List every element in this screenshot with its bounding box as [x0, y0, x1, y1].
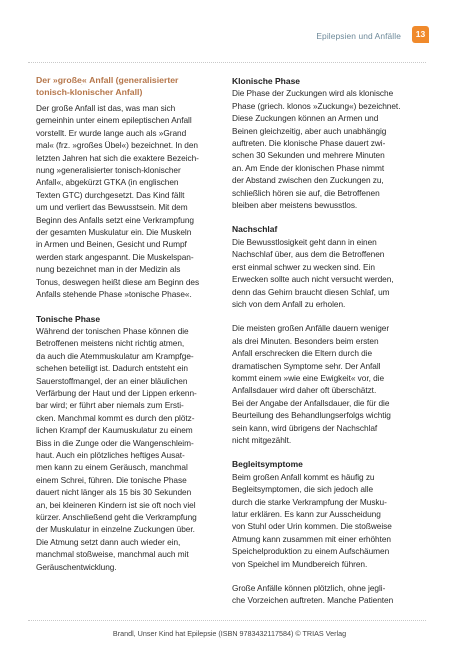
text-line: Beginn des Anfalls setzt eine Verkrampfung: [36, 214, 194, 225]
spacer: [232, 211, 422, 223]
text-line: Die Bewusstlosigkeit geht dann in einen: [232, 236, 377, 247]
footer-citation: Brandl, Unser Kind hat Epilepsie (ISBN 9783432117584) © TRIAS Verlag: [112, 629, 347, 638]
text-line: Während der tonischen Phase können die: [36, 325, 189, 336]
text-line: Begleitsymptomen, die sich jedoch alle: [232, 484, 374, 495]
text-line: Atmung kann zusammen mit einer erhöhten: [232, 533, 392, 544]
text-line: Erwecken sollte auch nicht versucht werden,: [232, 274, 394, 285]
page-number-badge: 13: [412, 26, 429, 43]
text-line: da auch die Atemmuskulatur am Krampfge-: [36, 350, 194, 361]
text-line: schehen beteiligt ist. Dadurch entsteht ein: [36, 363, 188, 374]
text-line: Verfärbung der Haut und der Lippen erkenn-: [36, 387, 197, 398]
spacer: [232, 570, 422, 582]
text-line: haut. Auch ein plötzliches heftiges Ausat-: [36, 449, 185, 460]
text-line: Die Phase der Zuckungen wird als klonische: [232, 88, 394, 99]
text-line: werden stark angespannt. Die Muskelspan-: [36, 251, 194, 262]
text-line: Anfall erschrecken die Eltern durch die: [232, 348, 373, 359]
text-line: sein kann, wird übrigens der Nachschlaf: [232, 422, 378, 433]
chapter-title: Epilepsien und Anfälle: [316, 31, 401, 41]
text-line: Beinen gleichzeitig, aber auch unabhängig: [232, 125, 387, 136]
text-line: erst einmal schwer zu wecken sind. Ein: [232, 261, 375, 272]
text-line: schließlich hören sie auf, die Betroffenen: [232, 187, 380, 198]
text-line: Tonus, deswegen heißt diese am Beginn des: [36, 276, 200, 287]
footer-divider: [28, 620, 426, 621]
text-line: um und verliert das Bewusstsein. Mit dem: [36, 202, 188, 213]
text-line: Betroffenen meistens nicht richtig atmen,: [36, 338, 185, 349]
tonische-phase-paragraph: [36, 325, 216, 573]
section-heading-line-1: Der »großeׅ« Anfall (generalisierter: [36, 75, 179, 85]
text-line: auftreten. Die klonische Phase dauert zwi-: [232, 138, 386, 149]
text-line: schen 30 Sekunden und mehrere Minuten: [232, 150, 385, 161]
vorzeichen-paragraph: [232, 582, 422, 607]
text-line: nung bezeichnet man in der Medizin als: [36, 264, 181, 275]
left-column: [36, 75, 216, 573]
text-line: Nachschlaf über, aus dem die Betroffenen: [232, 249, 385, 260]
text-line: Die Atmung setzt dann auch wieder ein,: [36, 536, 181, 547]
subheading-nachschlaf: Nachschlaf: [232, 224, 278, 235]
text-line: Bei der Angabe der Anfallsdauer, die für die: [232, 397, 390, 408]
text-line: einem Schrei, führen. Die tonische Phase: [36, 474, 187, 485]
text-line: dramatischen Symptome sehr. Der Anfall: [232, 360, 381, 371]
text-line: denn das Gehirn braucht diesen Schlaf, um: [232, 286, 390, 297]
text-line: durch die starke Verkrampfung der Musku-: [232, 496, 387, 507]
text-line: Texten GTC) durchgesetzt. Das Kind fällt: [36, 189, 185, 200]
text-line: manchmal stoßweise, manchmal auch mit: [36, 549, 189, 560]
text-line: nicht mitgezählt.: [232, 434, 292, 445]
klonische-phase-paragraph: [232, 87, 422, 211]
text-line: Phase (griech. klonos »Zuckung«) bezeichnet.: [232, 100, 401, 111]
spacer: [232, 446, 422, 458]
text-line: Große Anfälle können plötzlich, ohne jegli-: [232, 583, 386, 594]
text-line: Beim großen Anfall kommt es häufig zu: [232, 471, 375, 482]
text-line: vorstellt. Er wurde lange auch als »Grand: [36, 127, 187, 138]
text-line: lichen Krampf der Kaumuskulatur zu einem: [36, 425, 193, 436]
text-line: Geräuschentwicklung.: [36, 561, 117, 572]
text-line: an. Am Ende der klonischen Phase nimmt: [232, 162, 385, 173]
text-line: dauert nicht länger als 15 bis 30 Sekunden: [36, 487, 192, 498]
intro-paragraph: [36, 102, 216, 301]
text-line: kürzer. Anschließend geht die Verkrampfung: [36, 512, 197, 522]
text-line: Speichelproduktion zu einem Aufschäumen: [232, 546, 390, 557]
text-line: cken. Manchmal kommt es durch den plötz-: [36, 412, 195, 423]
section-heading-line-2: tonisch-klonischer Anfall): [36, 86, 143, 97]
text-line: bar wird; er führt aber niemals zum Ersti-: [36, 400, 184, 411]
text-line: an, bei kleineren Kindern ist sie oft noch viel: [36, 499, 196, 510]
text-line: Sauerstoffmangel, der an einer bläulichen: [36, 375, 188, 386]
subheading-tonische-phase: Tonische Phase: [36, 313, 101, 324]
text-line: sich von dem Anfall zu erholen.: [232, 298, 346, 309]
text-line: Die meisten großen Anfälle dauern weniger: [232, 323, 390, 334]
anfallsdauer-paragraph: [232, 322, 422, 446]
text-line: von Speichel im Mundbereich führen.: [232, 558, 368, 569]
spacer: [36, 301, 216, 313]
text-line: der gesamten Muskulatur ein. Die Muskeln: [36, 227, 192, 238]
text-line: als drei Minuten. Besonders beim ersten: [232, 335, 379, 346]
text-line: Anfalls stehende Phase »tonische Phase«.: [36, 289, 192, 300]
subheading-klonische-phase: Klonische Phase: [232, 76, 301, 86]
text-line: Anfallsdauer wird daher oft überschätzt.: [232, 385, 377, 396]
text-line: bleiben aber meistens bewusstlos.: [232, 200, 358, 211]
text-line: men kann zu einem Geräusch, manchmal: [36, 462, 188, 473]
text-line: kommt einem »wie eine Ewigkeit« vor, die: [232, 372, 385, 383]
begleitsymptome-paragraph: [232, 471, 422, 570]
text-line: der Muskulatur in einzelne Zuckungen über.: [36, 524, 195, 535]
subheading-begleitsymptome: Begleitsymptome: [232, 459, 303, 470]
text-line: latur erklären. Es kann zur Ausscheidung: [232, 509, 381, 519]
text-line: Anfall«, abgekürzt GTKA (in englischen: [36, 177, 179, 188]
text-line: Der große Anfall ist das, was man sich: [36, 103, 176, 113]
text-line: che Vorzeichen auftreten. Manche Patienten: [232, 595, 394, 606]
right-column: [232, 75, 422, 607]
spacer: [232, 310, 422, 322]
header-divider: [28, 62, 426, 63]
text-line: Beurteilung des Behandlungserfolgs wichtig: [232, 410, 391, 421]
text-line: nung »generalisierter tonisch-klonischer: [36, 165, 181, 176]
nachschlaf-paragraph: [232, 236, 422, 310]
text-line: gemeinhin unter einem epileptischen Anfall: [36, 115, 192, 126]
text-line: mal« (frz. »großes Übel«) bezeichnet. In den: [36, 140, 198, 151]
text-line: in Armen und Beinen, Gesicht und Rumpf: [36, 239, 187, 250]
text-line: Diese Zuckungen können an Armen und: [232, 113, 379, 124]
text-line: der Abstand zwischen den Zuckungen zu,: [232, 175, 384, 186]
text-line: Biss in die Zunge oder die Wangenschleim-: [36, 437, 194, 448]
text-line: von Stuhl oder Urin kommen. Die stoßweise: [232, 521, 392, 532]
text-line: letzten Jahren hat sich die exaktere Bezeich-: [36, 152, 199, 163]
